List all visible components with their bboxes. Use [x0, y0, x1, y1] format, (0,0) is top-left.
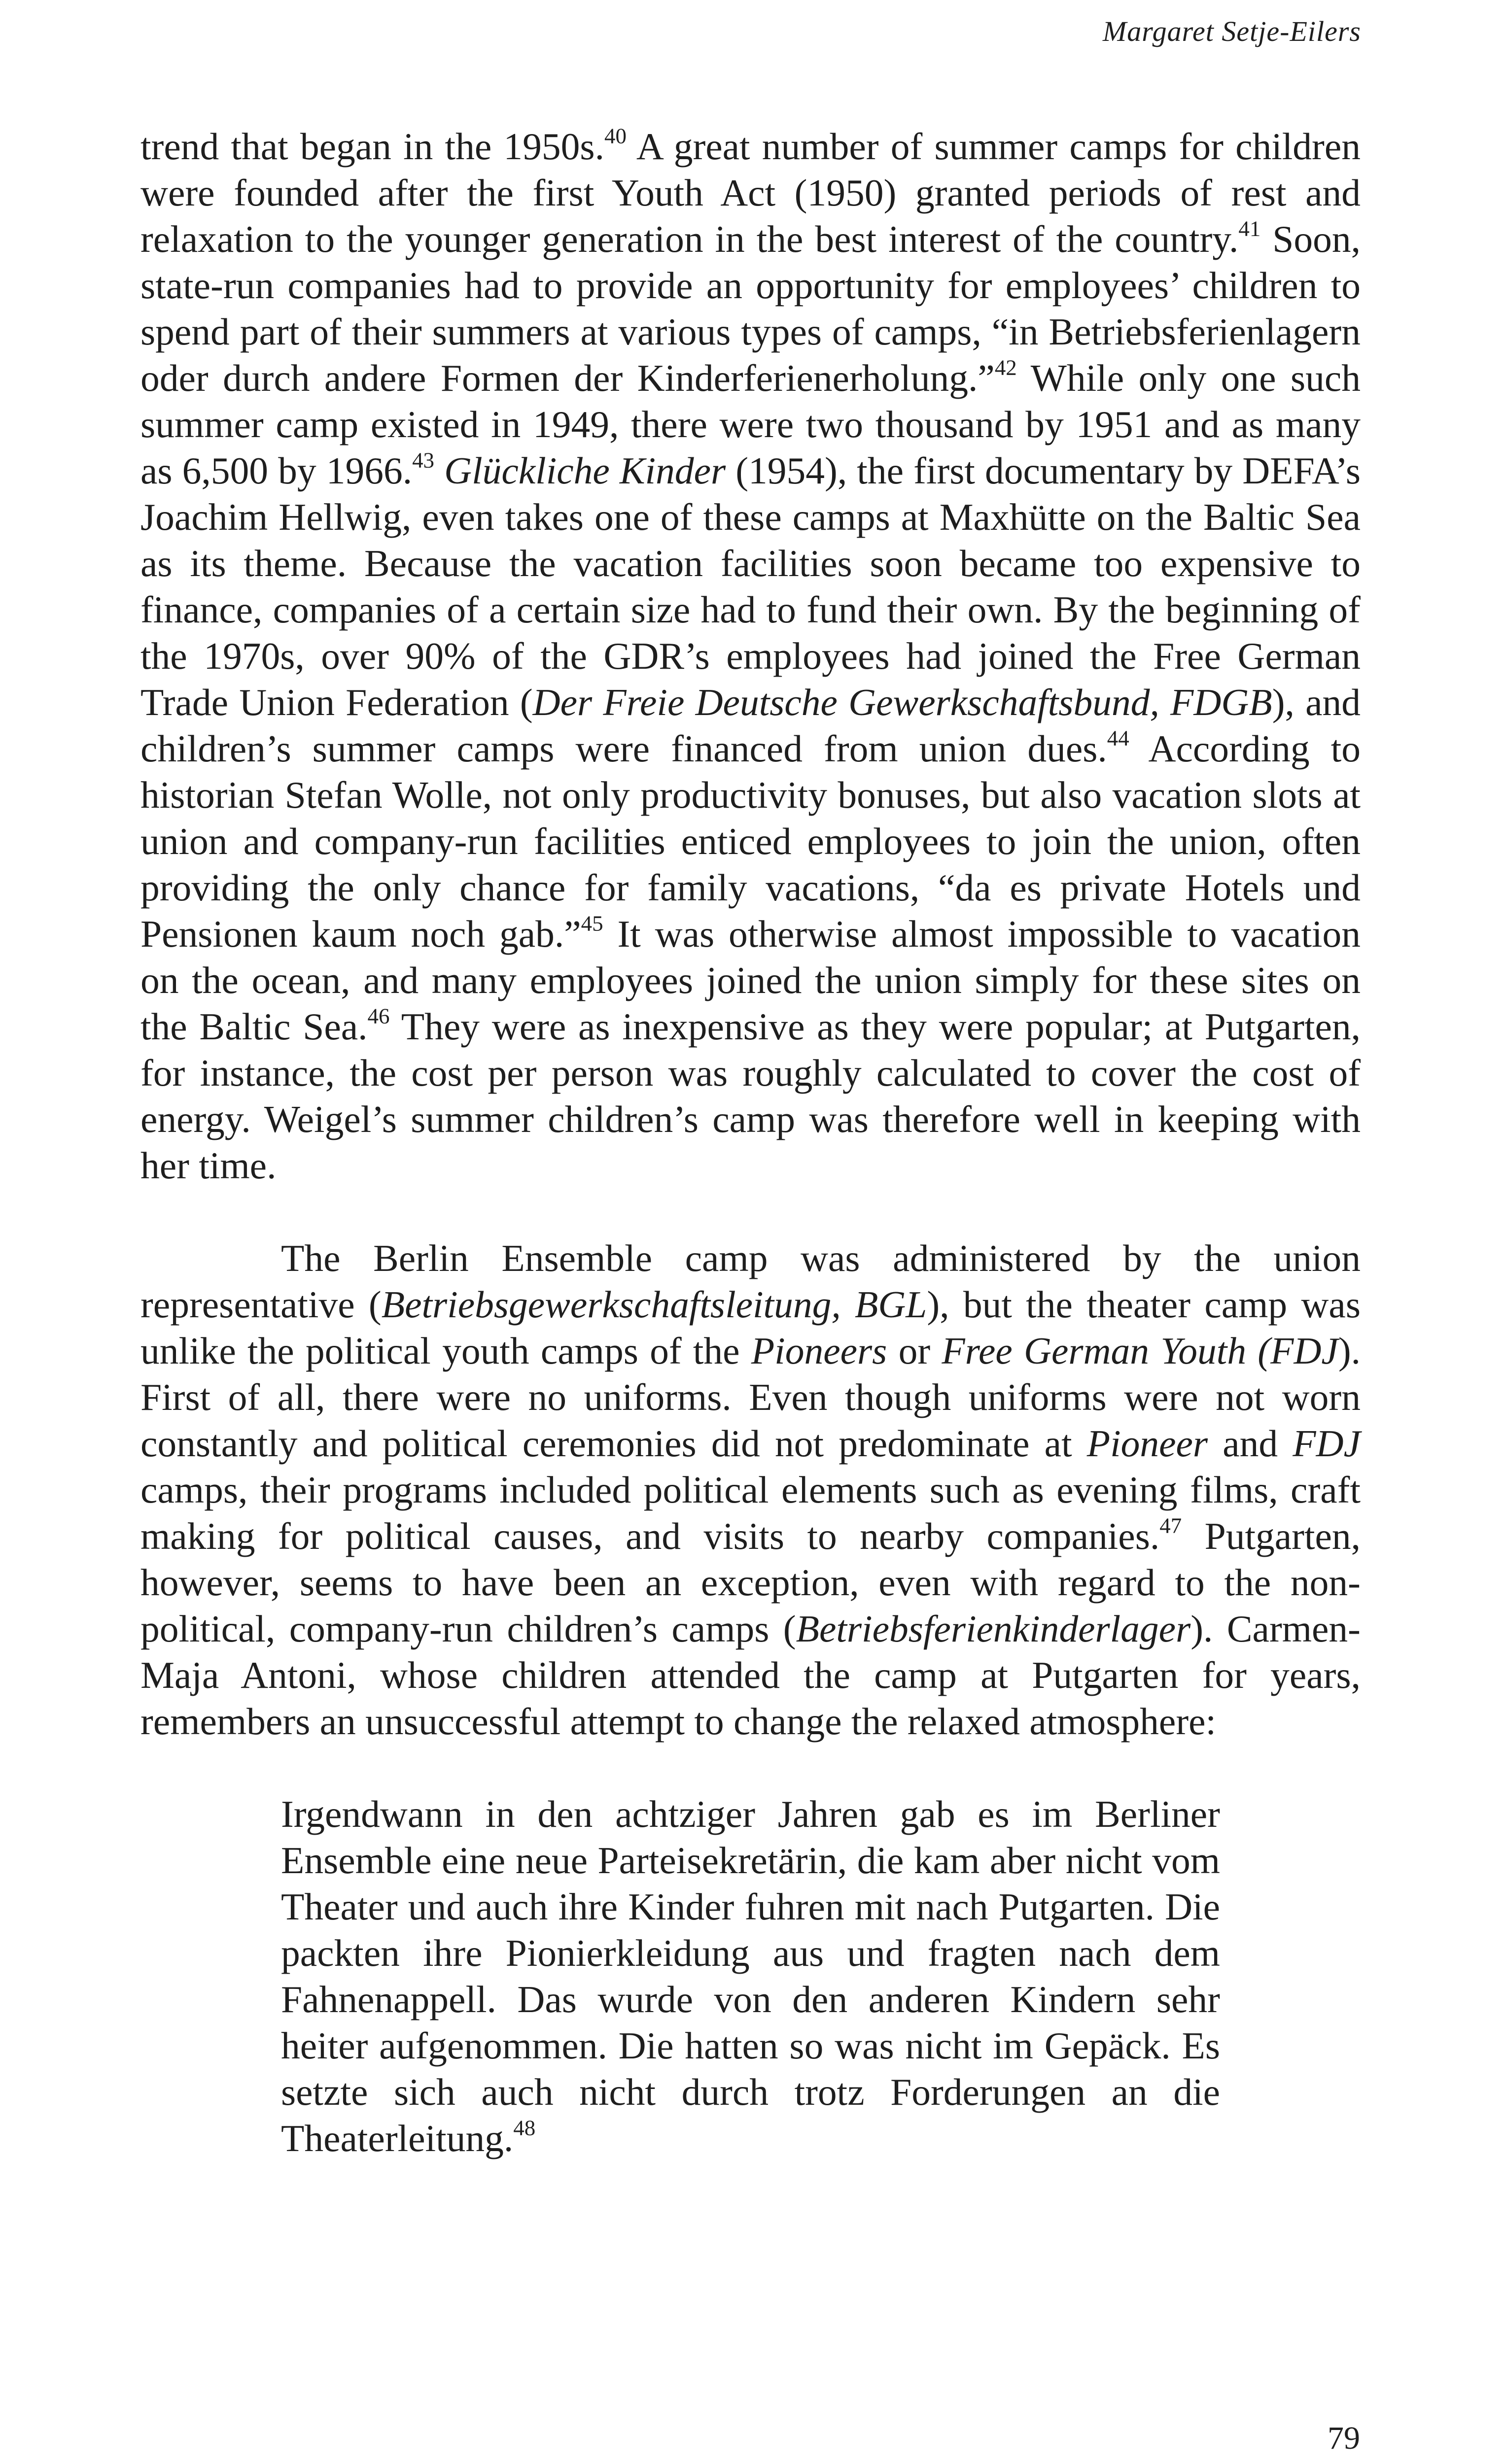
- footnote-ref-43: 43: [412, 447, 435, 473]
- film-title: Glückliche Kinder: [444, 449, 726, 492]
- text-run: ). Carmen-Maja Antoni, whose children attended the camp at Putgarten for years, remembers an unsuccessful attempt to change the relaxed atmosphere:: [140, 1608, 1361, 1743]
- text-run: A great number of summer camps for children were founded after the first Youth Act (1950) granted periods of rest and relaxation to the younger generation in the best interest of the country.: [140, 125, 1361, 260]
- footnote-ref-44: 44: [1107, 725, 1129, 751]
- block-quote: [281, 1791, 1220, 2161]
- text-run: They were as inexpensive as they were popular; at Putgarten, for instance, the cost per person was roughly calculated to cover the cost of energy. Weigel’s summer children’s camp was therefore well in keeping with her time.: [140, 1005, 1361, 1187]
- text-run: trend that began in the 1950s.: [140, 125, 604, 168]
- text-run: Soon, state-run companies had to provide an opportunity for employees’ children to spend part of their summers at various types of camps, “in Betriebsferienlagern oder durch andere Formen der Kinderferienerholung.”: [140, 218, 1361, 399]
- italic-term: Betriebsferienkinderlager: [796, 1608, 1191, 1650]
- italic-term: Free German Youth (FDJ: [942, 1330, 1338, 1372]
- footnote-ref-45: 45: [581, 911, 603, 936]
- body-text: [140, 123, 1361, 2161]
- text-run: While only one such summer camp existed in 1949, there were two thousand by 1951 and as many as 6,500 by 1966.: [140, 357, 1361, 492]
- text-run: It was otherwise almost impossible to vacation on the ocean, and many employees joined the union simply for these sites on the Baltic Sea.: [140, 913, 1361, 1048]
- footnote-ref-41: 41: [1238, 216, 1261, 241]
- footnote-ref-42: 42: [994, 355, 1017, 380]
- text-run: Putgarten, however, seems to have been an exception, even with regard to the non-political, company-run children’s camps (: [140, 1515, 1361, 1650]
- text-run: ). First of all, there were no uniforms. Even though uniforms were not worn constantly and political ceremonies did not predominate at: [140, 1330, 1361, 1465]
- footnote-ref-46: 46: [367, 1003, 390, 1028]
- quote-text: Irgendwann in den achtziger Jahren gab es im Berliner Ensemble eine neue Parteisekretärin, die kam aber nicht vom Theater und auch ihre Kinder fuhren mit nach Putgarten. Die packten ihre Pionierkleidung aus und fragten nach dem Fahnenappell. Das wurde von den anderen Kindern sehr heiter aufgenommen. Die hatten so was nicht im Gepäck. Es setzte sich auch nicht durch trotz Forderungen an die Theaterleitung.: [281, 1793, 1220, 2159]
- text-run: According to historian Stefan Wolle, not only productivity bonuses, but also vacation slots at union and company-run facilities enticed employees to join the union, often providing the only chance for family vacations, “da es private Hotels und Pensionen kaum noch gab.”: [140, 727, 1361, 955]
- footnote-ref-48: 48: [513, 2115, 536, 2140]
- text-run: and: [1208, 1422, 1293, 1465]
- italic-term: FDJ: [1293, 1422, 1361, 1465]
- text-run: camps, their programs included political elements such as evening films, craft making for political causes, and visits to nearby companies.: [140, 1469, 1361, 1557]
- footnote-ref-47: 47: [1159, 1513, 1182, 1538]
- paragraph-2: [140, 1235, 1361, 1745]
- italic-term: Der Freie Deutsche Gewerkschaftsbund, FDGB: [532, 681, 1272, 723]
- running-head-author: Margaret Setje-Eilers: [1102, 15, 1361, 47]
- footnote-ref-40: 40: [604, 123, 627, 148]
- italic-term: Pioneers: [751, 1330, 887, 1372]
- italic-term: Pioneer: [1086, 1422, 1208, 1465]
- text-run: or: [887, 1330, 942, 1372]
- paragraph-1: [140, 123, 1361, 1189]
- italic-term: Betriebsgewerkschaftsleitung, BGL: [381, 1283, 927, 1326]
- page-number: 79: [1328, 2420, 1360, 2456]
- text-run: ), but the theater camp was unlike the political youth camps of the: [140, 1283, 1361, 1372]
- text-run: (1954), the first documentary by DEFA’s Joachim Hellwig, even takes one of these camps at Maxhütte on the Baltic Sea as its theme. Because the vacation facilities soon became too expensive to finance, companies of a certain size had to fund their own. By the beginning of the 1970s, over 90% of the GDR’s employees had joined the Free German Trade Union Federation (: [140, 449, 1361, 723]
- text-run: ), and children’s summer camps were financed from union dues.: [140, 681, 1361, 770]
- text-run: The Berlin Ensemble camp was administered by the union representative (: [140, 1237, 1361, 1326]
